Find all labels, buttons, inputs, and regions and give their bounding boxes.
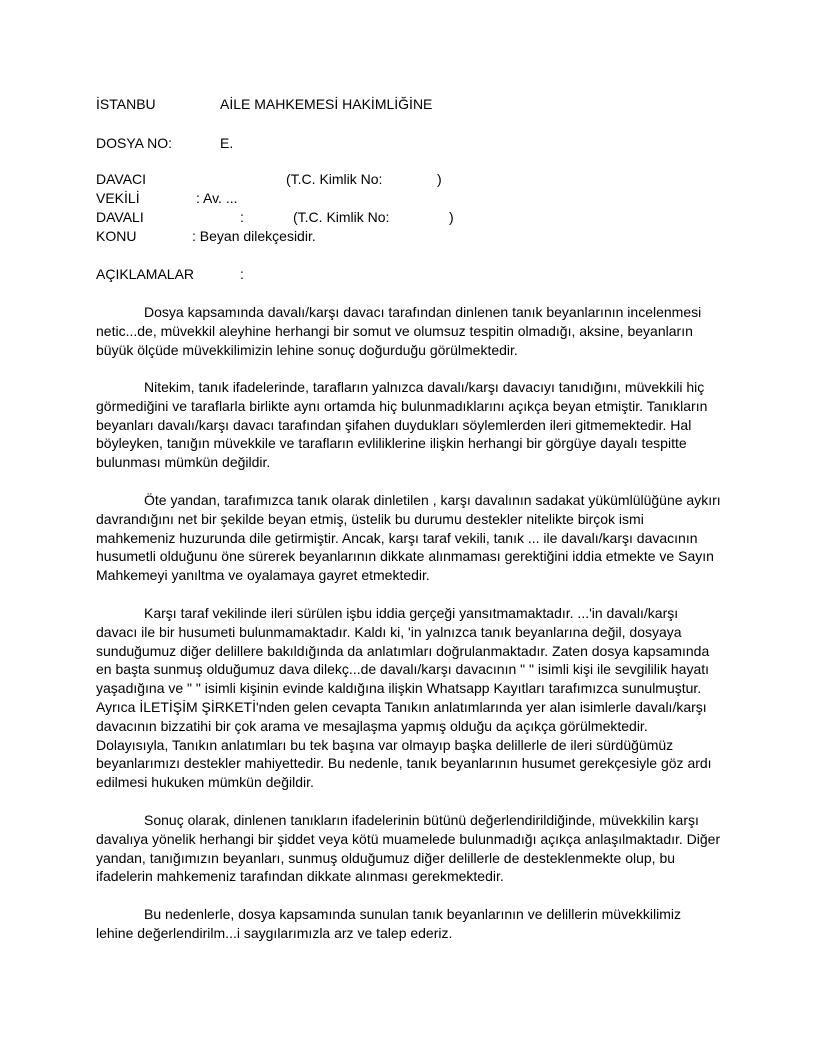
explanations-colon: : (240, 266, 244, 282)
paragraph-text: Öte yandan, tarafımızca tanık olarak dinletilen , karşı davalının sadakat yükümlülüğüne aykırı davrandığını net bir şekilde beyan etmiş, üstelik bu durumu destekler nitelikte birçok ismi mahkemeniz huzurunda dile getirmiştir. Ancak, karşı taraf vekili, tanık ... ile davalı/karşı davacının husumetli olduğunu öne sürerek beyanlarının dikkate alınmaması gerektiğini iddia etmekte ve Sayın Mahkemeyi yanıltma ve oyalamaya gayret etmektedir. (96, 492, 721, 584)
body-paragraph-6 (96, 905, 721, 943)
city-heading: İSTANBU (96, 96, 156, 112)
paragraph-text: Sonuç olarak, dinlenen tanıkların ifadelerinin bütünü değerlendirildiğinde, müvekkilin karşı davalıya yönelik herhangi bir şiddet veya kötü muamelede bulunmadığı açıkça anlaşılmaktadır. Diğer yandan, tanığımızın beyanları, sunmuş olduğumuz diğer delillerle de desteklenmekte olup, bu ifadelerin mahkemeniz tarafından dikkate alınması gerekmektedir. (96, 812, 721, 885)
defendant-label: DAVALI (96, 209, 144, 225)
plaintiff-id-label: (T.C. Kimlik No: (286, 171, 383, 187)
counsel-value: : Av. ... (196, 190, 238, 206)
paragraph-text: Karşı taraf vekilinde ileri sürülen işbu iddia gerçeği yansıtmamaktadır. ...'in davalı/karşı davacı ile bir husumeti bulunmamaktadır. Kaldı ki, 'in yalnızca tanık beyanlarına değil, dosyaya sunduğumuz diğer delillere bakıldığında da anlatımları doğrulanmaktadır. Zaten dosya kapsamında en başta sunmuş olduğumuz dava dilekç...de davalı/karşı davacının " " isimli kişi ile sevgililik hayatı yaşadığına ve " " isimli kişinin evinde kaldığına ilişkin Whatsapp Kayıtları tarafımızca sunulmuştur. Ayrıca İLETİŞİM ŞİRKETİ'nden gelen cevapta Tanıkın anlatımlarında yer alan isimlerle davalı/karşı davacının bizzatihi bir çok arama ve mesajlaşma yapmış olduğu da açıkça görülmektedir. Dolayısıyla, Tanıkın anlatımları bu tek başına var olmayıp başka delillerle de ileri sürdüğümüz beyanlarımızı destekler mahiyettedir. Bu nedenle, tanık beyanlarının husumet gerekçesiyle göz ardı edilmesi hukuken mümkün değildir. (96, 605, 712, 791)
defendant-id-close: ) (449, 209, 454, 225)
paragraph-text: Nitekim, tanık ifadelerinde, tarafların yalnızca davalı/karşı davacıyı tanıdığını, müvekkili hiç görmediğini ve taraflarla birlikte aynı ortamda hiç bulunmadıklarını açıkça beyan etmiştir. Tanıkların beyanları davalı/karşı davacı tarafından şifahen duydukları söylemlerden ileri gitmemektedir. Hal böyleyken, tanığın müvekkile ve tarafların evliliklerine ilişkin herhangi bir görgüye dayalı tespitte bulunması mümkün değildir. (96, 379, 708, 471)
body-paragraph-1 (96, 303, 721, 359)
paragraph-text: Bu nedenlerle, dosya kapsamında sunulan tanık beyanlarının ve delillerin müvekkilimiz lehine değerlendirilm...i saygılarımızla arz ve talep ederiz. (96, 906, 681, 941)
body-paragraph-5 (96, 811, 721, 886)
file-number-label: DOSYA NO: (96, 135, 172, 151)
defendant-colon: : (240, 209, 244, 225)
court-heading: AİLE MAHKEMESİ HAKİMLİĞİNE (220, 96, 433, 112)
subject-label: KONU (96, 228, 137, 244)
plaintiff-id-close: ) (437, 171, 442, 187)
body-paragraph-2 (96, 378, 721, 472)
plaintiff-label: DAVACI (96, 171, 147, 187)
defendant-id-label: (T.C. Kimlik No: (293, 209, 390, 225)
subject-value: : Beyan dilekçesidir. (192, 228, 316, 244)
body-paragraph-3 (96, 491, 721, 585)
body-paragraph-4 (96, 604, 721, 792)
file-number-value: E. (220, 135, 234, 151)
paragraph-text: Dosya kapsamında davalı/karşı davacı tarafından dinlenen tanık beyanlarının incelenmesi netic...de, müvekkil aleyhine herhangi bir somut ve olumsuz tespitin olmadığı, aksine, beyanların büyük ölçüde müvekkilimizin lehine sonuç doğurduğu görülmektedir. (96, 304, 702, 358)
counsel-label: VEKİLİ (96, 190, 140, 206)
explanations-heading: AÇIKLAMALAR (96, 266, 195, 282)
